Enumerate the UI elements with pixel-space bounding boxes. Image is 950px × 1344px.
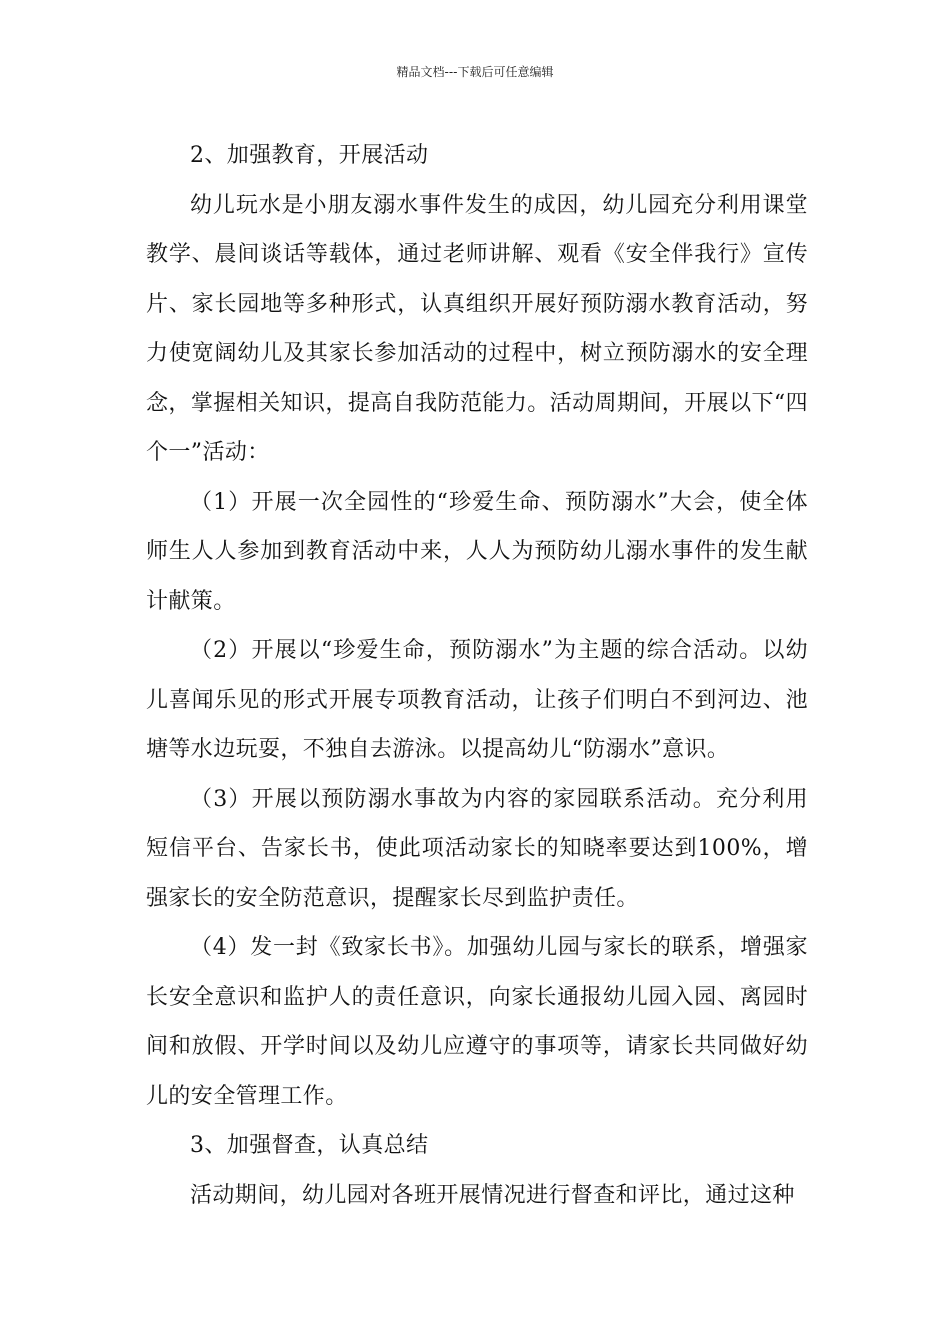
list-item-2: （2）开展以“珍爱生命，预防溺水”为主题的综合活动。以幼儿喜闻乐见的形式开展专项教育活动，让孩子们明白不到河边、池塘等水边玩耍，不独自去游泳。以提高幼儿“防溺水”意识。 — [146, 638, 808, 762]
document-body — [146, 131, 808, 1220]
section-heading-2: 2、加强教育，开展活动 — [190, 143, 429, 168]
list-item-1: （1）开展一次全园性的“珍爱生命、预防溺水”大会，使全体师生人人参加到教育活动中来，人人为预防幼儿溺水事件的发生献计献策。 — [146, 489, 808, 614]
list-item-3: （3）开展以预防溺水事故为内容的家园联系活动。充分利用短信平台、告家长书，使此项活动家长的知晓率要达到100%，增强家长的安全防范意识，提醒家长尽到监护责任。 — [146, 786, 808, 911]
paragraph-closing: 活动期间，幼儿园对各班开展情况进行督查和评比，通过这种 — [190, 1182, 795, 1208]
page-header: 精品文档---下载后可任意编辑 — [396, 65, 554, 79]
paragraph-intro: 幼儿玩水是小朋友溺水事件发生的成因，幼儿园充分利用课堂教学、晨间谈话等载体，通过老师讲解、观看《安全伴我行》宣传片、家长园地等多种形式，认真组织开展好预防溺水教育活动，努力使宽阔幼儿及其家长参加活动的过程中，树立预防溺水的安全理念，掌握相关知识，提高自我防范能力。活动周期间，开展以下“四个一”活动： — [146, 192, 808, 465]
section-heading-3: 3、加强督查，认真总结 — [190, 1133, 429, 1158]
list-item-4: （4）发一封《致家长书》。加强幼儿园与家长的联系，增强家长安全意识和监护人的责任意识，向家长通报幼儿园入园、离园时间和放假、开学时间以及幼儿应遵守的事项等，请家长共同做好幼儿的安全管理工作。 — [146, 935, 808, 1109]
